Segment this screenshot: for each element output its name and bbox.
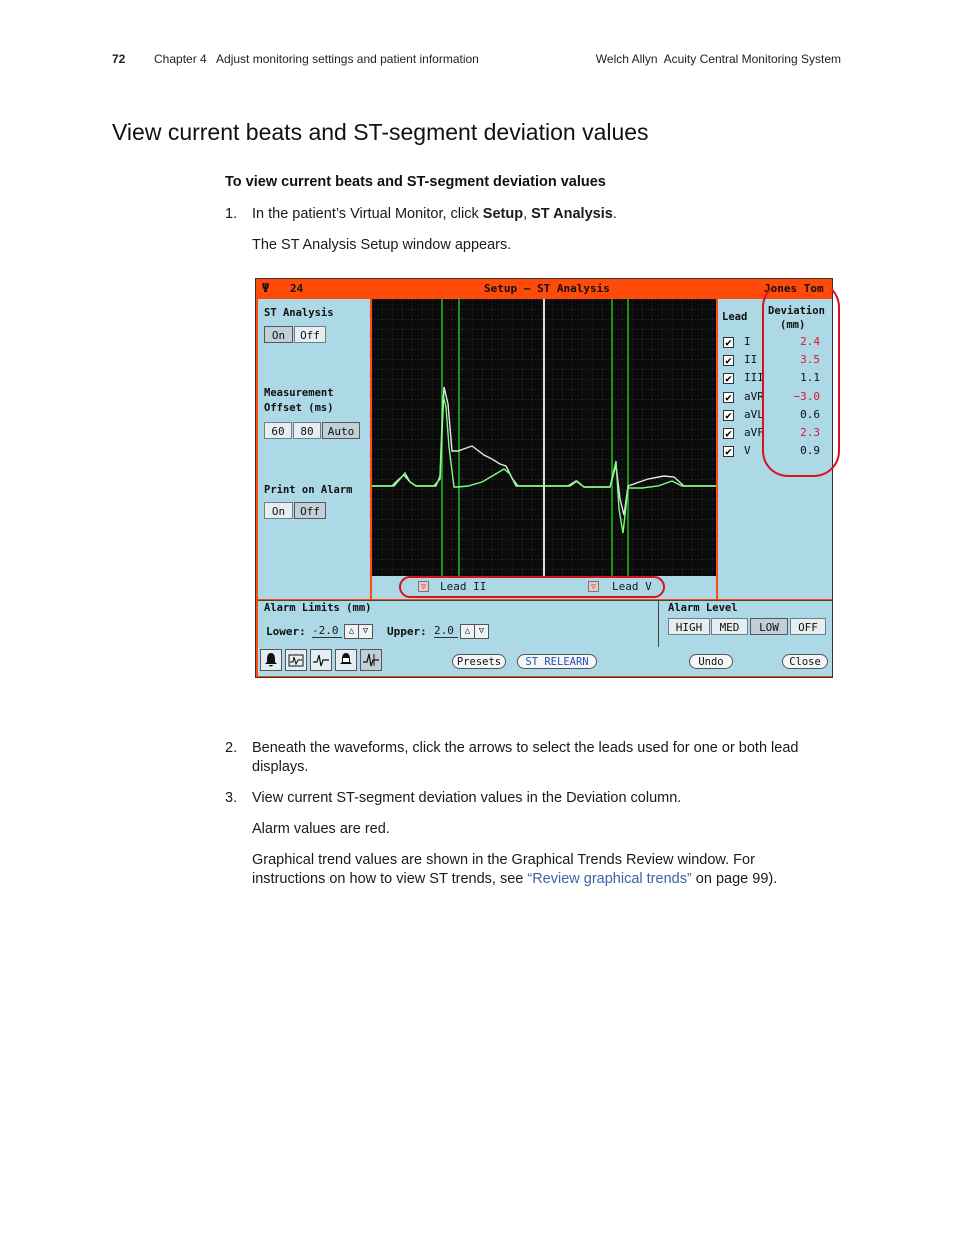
lead-checkbox-icon[interactable]: ✔ [723, 446, 734, 457]
step-3-note-alarm: Alarm values are red. [252, 821, 390, 837]
alarm-level-low-button[interactable]: LOW [750, 618, 788, 635]
bottom-toolbar [258, 647, 832, 676]
ecg-icon[interactable] [310, 649, 332, 671]
upper-limit-down-arrow[interactable]: ▽ [474, 624, 489, 639]
lead-checkbox-icon[interactable]: ✔ [723, 355, 734, 366]
lead-deviation-value: 0.9 [800, 444, 820, 458]
lead-checkbox-icon[interactable]: ✔ [723, 428, 734, 439]
step-2 [225, 739, 845, 779]
window-title: Setup – ST Analysis [484, 282, 610, 295]
offset-label: Offset (ms) [264, 402, 334, 414]
lead-name: aVL [744, 407, 764, 421]
alarm-level-off-button[interactable]: OFF [790, 618, 826, 635]
st-analysis-label: ST Analysis [264, 307, 334, 319]
lead-checkbox-icon[interactable]: ✔ [723, 337, 734, 348]
step-number: 3. [225, 790, 238, 806]
step-text: Beneath the waveforms, click the arrows to select the leads used for one or both lead displays. [252, 740, 799, 775]
deviation-column-header: Deviation [768, 305, 825, 317]
lead-1-dropdown-arrow[interactable]: ▽ [418, 581, 429, 592]
lead-2-selector[interactable]: Lead V [612, 580, 652, 593]
antenna-icon: Ψ [262, 281, 270, 295]
procedure-title: To view current beats and ST-segment deviation values [225, 174, 606, 190]
st-analysis-on-button[interactable]: On [264, 326, 293, 343]
lead-deviation-value: 1.1 [800, 371, 820, 385]
waveform-review-icon[interactable] [285, 649, 307, 671]
chapter-header: Chapter 4 Adjust monitoring settings and patient information [154, 52, 479, 66]
step-3-note-trends: Graphical trend values are shown in the Graphical Trends Review window. For instructions on how to view ST trends, see “Review graphical trends” on page 99). [252, 852, 778, 887]
step-3 [225, 789, 845, 809]
lead-column-header: Lead [722, 311, 748, 323]
ecg-waveforms [372, 299, 716, 576]
step-1 [225, 205, 845, 225]
lead-name: V [744, 444, 751, 458]
undo-button[interactable]: Undo [689, 654, 733, 669]
lead-deviation-value: 3.5 [800, 353, 820, 367]
lead-deviation-value: 2.4 [800, 335, 820, 348]
presets-button[interactable]: Presets [452, 654, 506, 669]
settings-panel [258, 299, 370, 599]
print-off-button[interactable]: Off [294, 502, 326, 519]
window-title-bar [256, 279, 832, 298]
lead-checkbox-icon[interactable]: ✔ [723, 373, 734, 384]
lead-deviation-value: −3.0 [793, 389, 820, 403]
step-text: In the patient’s Virtual Monitor, click Setup, ST Analysis. [252, 206, 617, 222]
alarm-level-label: Alarm Level [668, 602, 738, 614]
deviation-units: (mm) [780, 319, 806, 331]
lower-limit-label: Lower: [266, 625, 306, 638]
lower-limit-up-arrow[interactable]: △ [344, 624, 359, 639]
print-on-button[interactable]: On [264, 502, 293, 519]
alarm-level-med-button[interactable]: MED [711, 618, 748, 635]
section-title: View current beats and ST-segment deviation values [112, 119, 649, 145]
bed-number: 24 [290, 282, 304, 295]
lead-name: aVR [744, 389, 764, 403]
step-1-result: The ST Analysis Setup window appears. [252, 237, 512, 253]
lead-deviation-value: 2.3 [800, 426, 820, 439]
lead-name: II [744, 353, 758, 367]
review-graphical-trends-link[interactable]: “Review graphical trends” [527, 871, 692, 887]
lead-2-dropdown-arrow[interactable]: ▽ [588, 581, 599, 592]
offset-auto-button[interactable]: Auto [322, 422, 360, 439]
lead-deviation-value: 0.6 [800, 407, 820, 421]
st-analysis-window [255, 278, 833, 678]
offset-80-button[interactable]: 80 [293, 422, 321, 439]
step-number: 2. [225, 740, 238, 756]
page-number: 72 [112, 52, 126, 66]
st-relearn-button[interactable]: ST RELEARN [517, 654, 597, 669]
bell-icon[interactable] [260, 649, 282, 671]
alarm-silence-icon[interactable] [335, 649, 357, 671]
upper-limit-value[interactable]: 2.0 [434, 624, 458, 638]
patient-name: Jones Tom [764, 282, 824, 295]
upper-limit-up-arrow[interactable]: △ [460, 624, 475, 639]
alarm-level-high-button[interactable]: HIGH [668, 618, 710, 635]
lead-name: aVF [744, 426, 764, 439]
upper-limit-label: Upper: [387, 625, 427, 638]
st-analysis-icon[interactable] [360, 649, 382, 671]
lead-1-selector[interactable]: Lead II [440, 580, 487, 593]
lead-selector-highlight-ring [399, 576, 665, 598]
close-button[interactable]: Close [782, 654, 828, 669]
step-number: 1. [225, 206, 238, 222]
lead-checkbox-icon[interactable]: ✔ [723, 410, 734, 421]
alarm-panel [258, 600, 832, 648]
alarm-limits-label: Alarm Limits (mm) [264, 602, 372, 614]
print-on-alarm-label: Print on Alarm [264, 484, 353, 496]
lead-name: III [744, 371, 764, 385]
lead-name: I [744, 335, 751, 348]
lower-limit-value[interactable]: -2.0 [312, 624, 342, 638]
deviation-highlight-ring [762, 281, 840, 477]
step-text: View current ST-segment deviation values in the Deviation column. [252, 790, 682, 806]
st-analysis-off-button[interactable]: Off [294, 326, 326, 343]
offset-60-button[interactable]: 60 [264, 422, 292, 439]
lead-checkbox-icon[interactable]: ✔ [723, 392, 734, 403]
lower-limit-down-arrow[interactable]: ▽ [358, 624, 373, 639]
lead-selector-bar [372, 576, 716, 599]
waveform-display [372, 299, 716, 576]
book-title: Welch Allyn Acuity Central Monitoring System [595, 52, 841, 66]
deviation-panel [718, 299, 832, 599]
measurement-label: Measurement [264, 387, 334, 399]
